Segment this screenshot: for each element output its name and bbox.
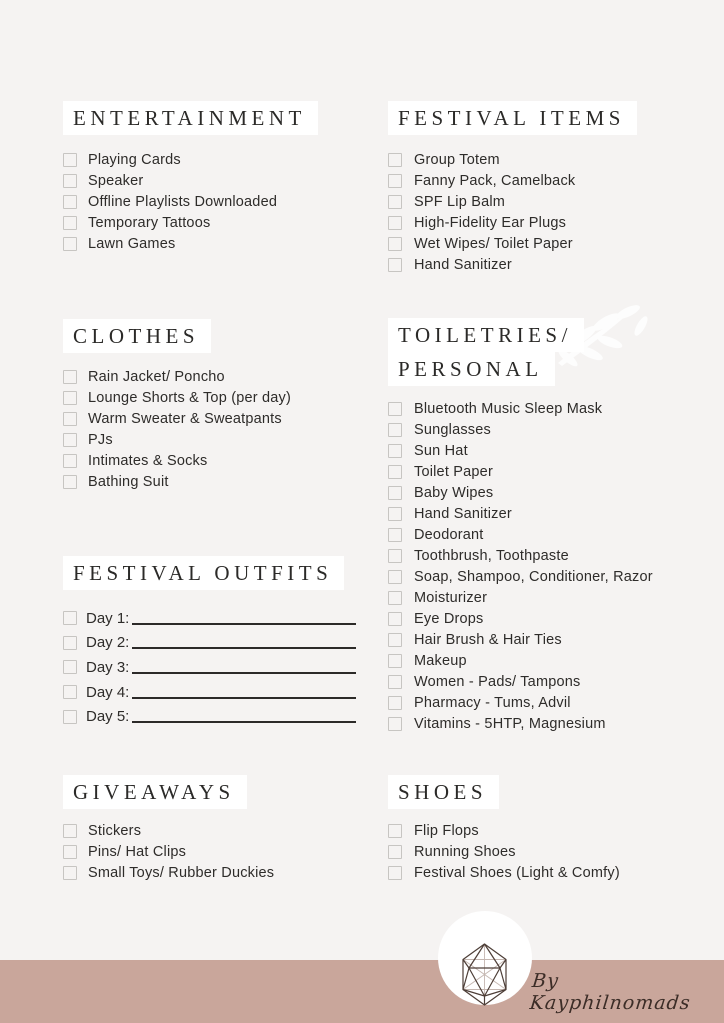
checkbox[interactable] [388, 174, 402, 188]
checkbox[interactable] [63, 412, 77, 426]
entertainment-list [63, 149, 368, 254]
list-item [63, 212, 368, 233]
list-item [388, 212, 718, 233]
checkbox[interactable] [388, 654, 402, 668]
list-item [388, 440, 718, 461]
checkbox[interactable] [388, 258, 402, 272]
day-checkbox[interactable] [63, 611, 77, 625]
item-label: Bathing Suit [88, 473, 169, 490]
list-item [388, 419, 718, 440]
checkbox[interactable] [388, 465, 402, 479]
list-item [388, 566, 718, 587]
list-item [388, 482, 718, 503]
item-label: Moisturizer [414, 589, 488, 606]
day-checkbox[interactable] [63, 636, 77, 650]
list-item [63, 862, 368, 883]
checkbox[interactable] [388, 402, 402, 416]
checkbox[interactable] [63, 433, 77, 447]
item-label: Speaker [88, 172, 144, 189]
list-item [388, 587, 718, 608]
toiletries-list [388, 398, 718, 734]
day-label: Day 3: [86, 658, 130, 676]
list-item [63, 170, 368, 191]
checkbox[interactable] [63, 195, 77, 209]
item-label: Pins/ Hat Clips [88, 843, 187, 860]
checkbox[interactable] [388, 216, 402, 230]
list-item [63, 450, 368, 471]
item-label: Running Shoes [414, 843, 516, 860]
checkbox[interactable] [388, 507, 402, 521]
section-title: SHOES [388, 775, 499, 809]
item-label: SPF Lip Balm [414, 193, 506, 210]
item-label: Sunglasses [414, 421, 491, 438]
day-row [63, 606, 356, 631]
list-item [388, 608, 718, 629]
item-label: Hair Brush & Hair Ties [414, 631, 562, 648]
checkbox[interactable] [388, 549, 402, 563]
item-label: Soap, Shampoo, Conditioner, Razor [414, 568, 653, 585]
day-label: Day 5: [86, 708, 130, 726]
checkbox[interactable] [63, 866, 77, 880]
checkbox[interactable] [63, 237, 77, 251]
item-label: Wet Wipes/ Toilet Paper [414, 235, 573, 252]
section-title: ENTERTAINMENT [63, 101, 318, 135]
section-shoes [388, 775, 718, 883]
checkbox[interactable] [388, 237, 402, 251]
checkbox[interactable] [63, 454, 77, 468]
list-item [63, 841, 368, 862]
list-item [388, 398, 718, 419]
item-label: Eye Drops [414, 610, 484, 627]
checkbox[interactable] [388, 591, 402, 605]
section-festival-outfits [63, 556, 368, 729]
item-label: Flip Flops [414, 822, 479, 839]
section-toiletries-personal [388, 318, 718, 734]
checkbox[interactable] [63, 370, 77, 384]
checkbox[interactable] [388, 633, 402, 647]
day-label: Day 1: [86, 609, 130, 627]
day-checkbox[interactable] [63, 710, 77, 724]
checkbox[interactable] [63, 153, 77, 167]
list-item [388, 503, 718, 524]
item-label: PJs [88, 431, 113, 448]
section-giveaways [63, 775, 368, 883]
item-label: Offline Playlists Downloaded [88, 193, 278, 210]
list-item [63, 408, 368, 429]
credit-text: By Kayphilnomads [528, 970, 692, 1014]
item-label: Intimates & Socks [88, 452, 208, 469]
item-label: Sun Hat [414, 442, 468, 459]
checkbox[interactable] [388, 444, 402, 458]
item-label: Festival Shoes (Light & Comfy) [414, 864, 620, 881]
checkbox[interactable] [63, 845, 77, 859]
list-item [63, 471, 368, 492]
checkbox[interactable] [63, 824, 77, 838]
list-item [388, 233, 718, 254]
list-item [388, 461, 718, 482]
day-label: Day 4: [86, 683, 130, 701]
item-label: Playing Cards [88, 151, 181, 168]
checkbox[interactable] [63, 174, 77, 188]
day-checkbox[interactable] [63, 685, 77, 699]
item-label: Hand Sanitizer [414, 256, 512, 273]
item-label: Rain Jacket/ Poncho [88, 368, 225, 385]
section-title: GIVEAWAYS [63, 775, 247, 809]
day-checkbox[interactable] [63, 660, 77, 674]
list-item [63, 233, 368, 254]
list-item [388, 191, 718, 212]
item-label: Warm Sweater & Sweatpants [88, 410, 282, 427]
checkbox[interactable] [388, 486, 402, 500]
item-label: Toothbrush, Toothpaste [414, 547, 569, 564]
item-label: Lounge Shorts & Top (per day) [88, 389, 292, 406]
list-item [388, 820, 718, 841]
item-label: Fanny Pack, Camelback [414, 172, 576, 189]
section-title: FESTIVAL ITEMS [388, 101, 637, 135]
list-item [388, 650, 718, 671]
section-title-line2: PERSONAL [388, 352, 555, 386]
checkbox[interactable] [388, 423, 402, 437]
list-item [388, 713, 718, 734]
list-item [388, 629, 718, 650]
day-label: Day 2: [86, 634, 130, 652]
checkbox[interactable] [388, 824, 402, 838]
item-label: High-Fidelity Ear Plugs [414, 214, 567, 231]
checkbox[interactable] [63, 475, 77, 489]
section-clothes [63, 319, 368, 492]
checkbox[interactable] [63, 391, 77, 405]
section-title: CLOTHES [63, 319, 211, 353]
item-label: Stickers [88, 822, 142, 839]
item-label: Temporary Tattoos [88, 214, 211, 231]
list-item [63, 149, 368, 170]
list-item [63, 191, 368, 212]
checkbox[interactable] [388, 866, 402, 880]
list-item [388, 671, 718, 692]
day-row [63, 655, 356, 680]
item-label: Hand Sanitizer [414, 505, 512, 522]
list-item [388, 254, 718, 275]
list-item [63, 429, 368, 450]
section-title-line1: TOILETRIES/ [388, 318, 584, 352]
festival-items-list [388, 149, 718, 275]
section-entertainment [63, 101, 368, 254]
list-item [388, 862, 718, 883]
checkbox[interactable] [388, 528, 402, 542]
fill-in-line [132, 696, 356, 699]
item-label: Makeup [414, 652, 467, 669]
fill-in-line [132, 646, 356, 649]
checkbox[interactable] [388, 153, 402, 167]
fill-in-line [132, 622, 356, 625]
item-label: Baby Wipes [414, 484, 494, 501]
checkbox[interactable] [388, 195, 402, 209]
shoes-list [388, 820, 718, 883]
checkbox[interactable] [388, 845, 402, 859]
day-row [63, 631, 356, 656]
day-row [63, 704, 356, 729]
list-item [63, 366, 368, 387]
icosahedron-logo-icon [460, 943, 509, 1006]
checkbox[interactable] [388, 675, 402, 689]
fill-in-line [132, 720, 356, 723]
list-item [388, 170, 718, 191]
item-label: Small Toys/ Rubber Duckies [88, 864, 275, 881]
checkbox[interactable] [388, 696, 402, 710]
list-item [388, 841, 718, 862]
list-item [63, 820, 368, 841]
list-item [63, 387, 368, 408]
item-label: Bluetooth Music Sleep Mask [414, 400, 603, 417]
checkbox[interactable] [388, 570, 402, 584]
festival-outfits-list [63, 606, 368, 729]
checkbox[interactable] [63, 216, 77, 230]
day-row [63, 680, 356, 705]
checkbox[interactable] [388, 717, 402, 731]
item-label: Women - Pads/ Tampons [414, 673, 581, 690]
list-item [388, 524, 718, 545]
item-label: Lawn Games [88, 235, 176, 252]
checkbox[interactable] [388, 612, 402, 626]
fill-in-line [132, 671, 356, 674]
section-festival-items [388, 101, 718, 275]
item-label: Deodorant [414, 526, 484, 543]
list-item [388, 692, 718, 713]
item-label: Group Totem [414, 151, 500, 168]
list-item [388, 545, 718, 566]
item-label: Pharmacy - Tums, Advil [414, 694, 571, 711]
list-item [388, 149, 718, 170]
item-label: Vitamins - 5HTP, Magnesium [414, 715, 606, 732]
clothes-list [63, 366, 368, 492]
item-label: Toilet Paper [414, 463, 493, 480]
giveaways-list [63, 820, 368, 883]
section-title: FESTIVAL OUTFITS [63, 556, 344, 590]
